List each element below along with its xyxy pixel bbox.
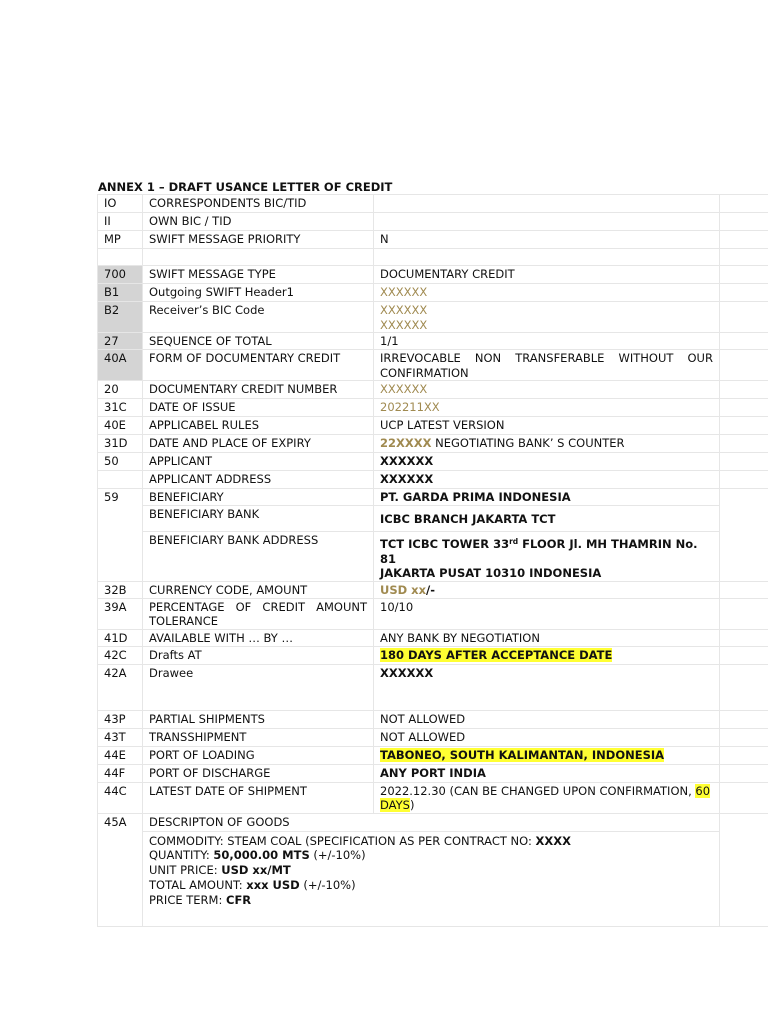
- field-code: 32B: [98, 581, 143, 598]
- shipment-date-text: 2022.12.30 (CAN BE CHANGED UPON CONFIRMATION,: [380, 783, 696, 798]
- table-row: [98, 506, 768, 532]
- empty-cell: [720, 453, 768, 471]
- field-label: AVAILABLE WITH … BY …: [143, 629, 374, 646]
- value-line: CONFIRMATION: [380, 365, 469, 380]
- field-code: 41D: [98, 629, 143, 646]
- empty-cell: [720, 266, 768, 284]
- field-code: B1: [98, 284, 143, 302]
- field-label: FORM OF DOCUMENTARY CREDIT: [143, 350, 374, 381]
- empty-cell: [720, 813, 768, 926]
- field-label: CURRENCY CODE, AMOUNT: [143, 581, 374, 598]
- table-row: [98, 710, 768, 728]
- label-word: PERCENTAGE: [149, 599, 225, 614]
- label-word: CREDIT: [262, 599, 305, 614]
- empty-cell: [720, 782, 768, 813]
- goods-tail: (+/-10%): [299, 877, 356, 892]
- empty-cell: [720, 489, 768, 582]
- field-code: 43P: [98, 710, 143, 728]
- field-label: DATE OF ISSUE: [143, 399, 374, 417]
- table-row: [98, 333, 768, 350]
- field-value: [374, 213, 720, 231]
- field-label: TRANSSHIPMENT: [143, 728, 374, 746]
- goods-label: COMMODITY: STEAM COAL (SPECIFICATION AS PER CONTRACT NO:: [149, 833, 536, 848]
- field-label: Drawee: [143, 664, 374, 710]
- field-value: DOCUMENTARY CREDIT: [374, 266, 720, 284]
- field-code: 40A: [98, 350, 143, 381]
- table-row: [98, 532, 768, 582]
- value-line: XXXXXX: [380, 317, 428, 332]
- empty-cell: [720, 213, 768, 231]
- goods-line: [149, 848, 713, 863]
- field-label: Receiver’s BIC Code: [143, 302, 374, 333]
- empty-cell: [720, 746, 768, 764]
- empty-cell: [720, 646, 768, 664]
- table-row: [98, 231, 768, 249]
- goods-label: TOTAL AMOUNT:: [149, 877, 247, 892]
- field-label: Outgoing SWIFT Header1: [143, 284, 374, 302]
- field-code: II: [98, 213, 143, 231]
- empty-cell: [720, 399, 768, 417]
- field-label: PORT OF DISCHARGE: [143, 764, 374, 782]
- field-code: 45A: [98, 813, 143, 926]
- highlighted-text: 180 DAYS AFTER ACCEPTANCE DATE: [380, 647, 613, 662]
- field-code: 50: [98, 453, 143, 471]
- field-value: [374, 782, 720, 813]
- field-label: APPLICANT ADDRESS: [143, 471, 374, 489]
- goods-value: XXXX: [535, 833, 571, 848]
- field-code: 40E: [98, 417, 143, 435]
- empty-cell: [720, 435, 768, 453]
- value-word: OUR: [687, 351, 713, 365]
- highlighted-text: TABONEO, SOUTH KALIMANTAN, INDONESIA: [380, 747, 665, 762]
- empty-cell: [720, 350, 768, 381]
- label-word: AMOUNT: [316, 599, 367, 614]
- field-code: B2: [98, 302, 143, 333]
- field-value: [374, 581, 720, 598]
- field-code: IO: [98, 195, 143, 213]
- empty-cell: [720, 417, 768, 435]
- label-line: TOLERANCE: [149, 614, 219, 628]
- empty-cell: [720, 284, 768, 302]
- field-label: DOCUMENTARY CREDIT NUMBER: [143, 381, 374, 399]
- field-code: 44F: [98, 764, 143, 782]
- field-code: 59: [98, 489, 143, 582]
- field-value: N: [374, 231, 720, 249]
- empty-cell: [720, 302, 768, 333]
- field-value: [374, 746, 720, 764]
- table-row: [98, 813, 768, 831]
- table-row: [98, 350, 768, 381]
- field-code: 31C: [98, 399, 143, 417]
- field-code: 20: [98, 381, 143, 399]
- table-row: [98, 664, 768, 710]
- empty-cell: [720, 728, 768, 746]
- table-row: [98, 417, 768, 435]
- table-row: [98, 453, 768, 471]
- value-line: XXXXXX: [380, 303, 428, 317]
- goods-label: UNIT PRICE:: [149, 863, 222, 878]
- goods-line: [149, 878, 713, 893]
- field-label: APPLICANT: [143, 453, 374, 471]
- goods-line: [149, 834, 713, 849]
- table-row: [98, 213, 768, 231]
- table-row: [98, 471, 768, 489]
- value-word: NON: [474, 351, 502, 365]
- table-row: [98, 629, 768, 646]
- field-value: [374, 195, 720, 213]
- empty-cell: [720, 710, 768, 728]
- empty-cell: [720, 231, 768, 249]
- goods-description: [143, 831, 720, 926]
- field-code: 27: [98, 333, 143, 350]
- field-code: 700: [98, 266, 143, 284]
- currency-amount: USD xx: [380, 582, 427, 597]
- field-label: BENEFICIARY: [143, 489, 374, 506]
- field-value: 202211XX: [374, 399, 720, 417]
- field-code: 42C: [98, 646, 143, 664]
- field-label: DESCRIPTON OF GOODS: [143, 813, 720, 831]
- field-value: ANY BANK BY NEGOTIATION: [374, 629, 720, 646]
- table-row: [98, 581, 768, 598]
- address-line: JAKARTA PUSAT 10310 INDONESIA: [380, 566, 602, 580]
- table-row: [98, 831, 768, 926]
- empty-cell: [720, 381, 768, 399]
- goods-value: USD xx/MT: [221, 863, 291, 878]
- empty-cell: [720, 629, 768, 646]
- field-code: 44E: [98, 746, 143, 764]
- table-row: [98, 266, 768, 284]
- field-label: Drafts AT: [143, 646, 374, 664]
- field-value: XXXXXX: [374, 381, 720, 399]
- field-value: [374, 302, 720, 333]
- table-row: [98, 728, 768, 746]
- document-title: ANNEX 1 – DRAFT USANCE LETTER OF CREDIT: [98, 180, 393, 194]
- address-part: TCT ICBC TOWER 33: [380, 537, 510, 551]
- value-word: WITHOUT: [618, 351, 674, 365]
- field-label: APPLICABEL RULES: [143, 417, 374, 435]
- field-label: PARTIAL SHIPMENTS: [143, 710, 374, 728]
- field-label: SEQUENCE OF TOTAL: [143, 333, 374, 350]
- field-label: DATE AND PLACE OF EXPIRY: [143, 435, 374, 453]
- table-row: [98, 302, 768, 333]
- goods-label: PRICE TERM:: [149, 892, 227, 907]
- table-row: [98, 598, 768, 629]
- field-value: ANY PORT INDIA: [374, 764, 720, 782]
- goods-line: [149, 863, 713, 878]
- address-part: FLOOR Jl. MH THAMRIN No. 81: [380, 537, 698, 566]
- empty-cell: [720, 333, 768, 350]
- empty-cell: [720, 471, 768, 489]
- table-row: [98, 399, 768, 417]
- field-value: 1/1: [374, 333, 720, 350]
- field-value: NOT ALLOWED: [374, 710, 720, 728]
- field-value: PT. GARDA PRIMA INDONESIA: [374, 489, 720, 506]
- field-value: ICBC BRANCH JAKARTA TCT: [374, 506, 720, 532]
- field-value: UCP LATEST VERSION: [374, 417, 720, 435]
- table-row: [98, 381, 768, 399]
- goods-tail: (+/-10%): [309, 848, 366, 863]
- table-row: [98, 435, 768, 453]
- empty-cell: [720, 195, 768, 213]
- field-code: [98, 471, 143, 489]
- goods-value: CFR: [226, 892, 252, 907]
- expiry-place: NEGOTIATING BANK’ S COUNTER: [431, 436, 625, 450]
- table-row: [98, 782, 768, 813]
- field-code: 43T: [98, 728, 143, 746]
- value-word: IRREVOCABLE: [380, 351, 461, 365]
- highlighted-text: DAYS: [380, 798, 410, 812]
- field-value: [374, 532, 720, 582]
- goods-label: QUANTITY:: [149, 848, 214, 863]
- field-code: 39A: [98, 598, 143, 629]
- highlighted-text: 60: [695, 783, 711, 798]
- field-value: XXXXXX: [374, 453, 720, 471]
- table-row: [98, 646, 768, 664]
- label-word: OF: [235, 599, 252, 614]
- spacer-row: [98, 249, 768, 266]
- field-label: [143, 598, 374, 629]
- table-row: [98, 489, 768, 506]
- field-code: MP: [98, 231, 143, 249]
- field-label: BENEFICIARY BANK: [143, 506, 374, 532]
- field-code: 42A: [98, 664, 143, 710]
- field-code: 31D: [98, 435, 143, 453]
- field-value: 10/10: [374, 598, 720, 629]
- field-label: SWIFT MESSAGE PRIORITY: [143, 231, 374, 249]
- field-value: XXXXXX: [374, 664, 720, 710]
- table-row: [98, 284, 768, 302]
- field-label: SWIFT MESSAGE TYPE: [143, 266, 374, 284]
- goods-line: [149, 893, 713, 908]
- field-code: 44C: [98, 782, 143, 813]
- field-value: XXXXXX: [374, 284, 720, 302]
- ordinal-suffix: rd: [509, 537, 519, 546]
- field-value: [374, 435, 720, 453]
- goods-value: 50,000.00 MTS: [213, 848, 310, 863]
- lc-fields-table: [97, 194, 768, 927]
- field-value: [374, 350, 720, 381]
- table-row: [98, 195, 768, 213]
- empty-cell: [720, 581, 768, 598]
- amount-tail: /-: [426, 582, 435, 597]
- field-label: CORRESPONDENTS BIC/TID: [143, 195, 374, 213]
- field-value: [374, 646, 720, 664]
- empty-cell: [720, 598, 768, 629]
- field-value: XXXXXX: [374, 471, 720, 489]
- field-label: PORT OF LOADING: [143, 746, 374, 764]
- field-label: BENEFICIARY BANK ADDRESS: [143, 532, 374, 582]
- empty-cell: [720, 764, 768, 782]
- value-word: TRANSFERABLE: [515, 351, 605, 365]
- expiry-date: 22XXXX: [380, 436, 432, 450]
- table-row: [98, 764, 768, 782]
- field-label: LATEST DATE OF SHIPMENT: [143, 782, 374, 813]
- table-row: [98, 746, 768, 764]
- empty-cell: [720, 664, 768, 710]
- goods-value: xxx USD: [246, 877, 300, 892]
- field-value: NOT ALLOWED: [374, 728, 720, 746]
- field-label: OWN BIC / TID: [143, 213, 374, 231]
- closing-paren: ): [409, 798, 415, 812]
